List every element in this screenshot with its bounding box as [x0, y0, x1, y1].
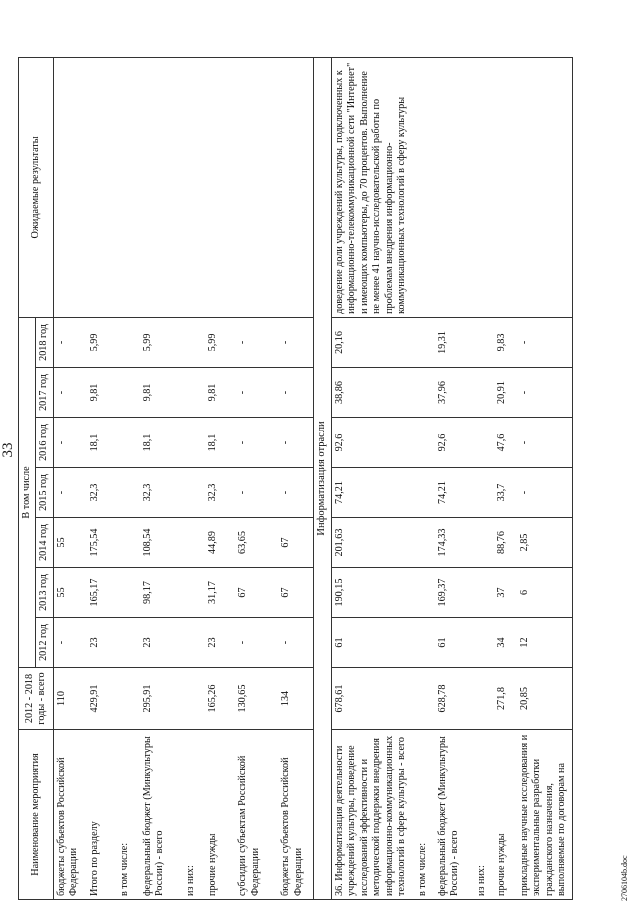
- row-value-2017: 9,81: [140, 368, 183, 418]
- row-value-2015: [117, 468, 139, 518]
- row-value-2015: [415, 468, 435, 518]
- row-value-2017: [183, 368, 205, 418]
- row-name: в том числе:: [415, 730, 435, 900]
- row-total: [415, 668, 435, 730]
- table-row: [331, 57, 414, 899]
- file-stamp: 2706104b.doc: [620, 855, 629, 901]
- row-value-2012: [415, 618, 435, 668]
- row-value-2016: [183, 418, 205, 468]
- row-total: 678,61: [331, 668, 414, 730]
- row-value-2013: 67: [278, 568, 313, 618]
- row-name: Итого по разделу: [87, 730, 117, 900]
- table-row: [205, 57, 235, 899]
- row-value-2015: -: [53, 468, 86, 518]
- row-value-2018: 5,99: [140, 317, 183, 367]
- row-value-2014: 201,63: [331, 518, 414, 568]
- row-value-2018: 5,99: [205, 317, 235, 367]
- row-value-2015: -: [235, 468, 278, 518]
- row-value-2016: -: [53, 418, 86, 468]
- row-value-2015: 74,21: [435, 468, 474, 518]
- row-value-2013: 98,17: [140, 568, 183, 618]
- row-value-2014: 55: [53, 518, 86, 568]
- row-name: из них:: [474, 730, 494, 900]
- row-name: федеральный бюджет (Минкультуры России) - всего: [140, 730, 183, 900]
- row-total: 429,91: [87, 668, 117, 730]
- header-total: 2012 - 2018 годы - всего: [19, 668, 54, 730]
- header-year: 2013 год: [36, 568, 53, 618]
- row-value-2018: 20,16: [331, 317, 414, 367]
- row-value-2014: 88,76: [494, 518, 516, 568]
- row-total: 271,8: [494, 668, 516, 730]
- row-value-2014: 2,85: [517, 518, 573, 568]
- row-result: [435, 57, 474, 317]
- row-value-2015: 32,3: [205, 468, 235, 518]
- table-row: [235, 57, 278, 899]
- page-number: 33: [0, 442, 16, 458]
- table-body-top: [53, 57, 313, 899]
- row-name: 36. Информатизация деятельности учреждений культуры, проведение исследований эффективности и методической поддержки внедрения информационно-коммуникационных технологий в сфере культуры - всего: [331, 730, 414, 900]
- row-result: [87, 57, 117, 317]
- row-value-2017: -: [53, 368, 86, 418]
- row-value-2015: 32,3: [140, 468, 183, 518]
- header-year: 2015 год: [36, 468, 53, 518]
- header-year: 2012 год: [36, 618, 53, 668]
- row-name: прикладные научные исследования и экспериментальные разработки гражданского назначения, выполняемые по договорам на: [517, 730, 573, 900]
- section-heading: Информатизация отрасли: [314, 57, 332, 899]
- row-total: 134: [278, 668, 313, 730]
- row-result: [494, 57, 516, 317]
- row-value-2013: [183, 568, 205, 618]
- row-name: федеральный бюджет (Минкультуры России) - всего: [435, 730, 474, 900]
- row-value-2015: 33,7: [494, 468, 516, 518]
- row-value-2013: 165,17: [87, 568, 117, 618]
- row-result: доведение доли учреждений культуры, подключенных к информационно-телекоммуникационной сети "Интернет" и имеющих компьютеры, до 70 процентов. Выполнение не менее 41 научно-исследовательской работы по проблемам внедрения информационно-коммуникационных технологий в сферу культуры: [331, 57, 414, 317]
- row-value-2017: -: [235, 368, 278, 418]
- table-body-section: [314, 57, 332, 899]
- row-value-2018: [474, 317, 494, 367]
- row-value-2013: 67: [235, 568, 278, 618]
- row-total: 20,85: [517, 668, 573, 730]
- row-value-2016: 47,6: [494, 418, 516, 468]
- table-row: [435, 57, 474, 899]
- row-value-2017: [117, 368, 139, 418]
- budget-table: [18, 57, 573, 900]
- row-value-2012: [474, 618, 494, 668]
- row-value-2015: 74,21: [331, 468, 414, 518]
- row-name: из них:: [183, 730, 205, 900]
- row-value-2016: [117, 418, 139, 468]
- table-row: [494, 57, 516, 899]
- row-value-2014: 108,54: [140, 518, 183, 568]
- row-value-2017: [474, 368, 494, 418]
- header-including: В том числе: [19, 317, 36, 667]
- row-value-2016: [415, 418, 435, 468]
- row-value-2012: 12: [517, 618, 573, 668]
- header-year: 2017 год: [36, 368, 53, 418]
- row-value-2018: 5,99: [87, 317, 117, 367]
- row-value-2018: -: [235, 317, 278, 367]
- row-value-2013: 169,37: [435, 568, 474, 618]
- row-value-2012: 34: [494, 618, 516, 668]
- row-value-2016: [474, 418, 494, 468]
- row-name: бюджеты субъектов Российской Федерации: [53, 730, 86, 900]
- row-total: [183, 668, 205, 730]
- row-name: субсидии субъектам Российской Федерации: [235, 730, 278, 900]
- row-value-2018: [117, 317, 139, 367]
- row-total: 130,65: [235, 668, 278, 730]
- row-name: прочие нужды: [494, 730, 516, 900]
- table-header: [19, 57, 54, 899]
- header-year: 2016 год: [36, 418, 53, 468]
- row-result: [415, 57, 435, 317]
- row-value-2018: [415, 317, 435, 367]
- row-value-2012: -: [278, 618, 313, 668]
- row-value-2013: 6: [517, 568, 573, 618]
- row-value-2015: -: [278, 468, 313, 518]
- row-value-2014: [117, 518, 139, 568]
- row-result: [278, 57, 313, 317]
- row-result: [517, 57, 573, 317]
- row-value-2018: -: [517, 317, 573, 367]
- row-value-2017: 38,86: [331, 368, 414, 418]
- row-value-2016: -: [517, 418, 573, 468]
- row-value-2012: -: [235, 618, 278, 668]
- row-value-2015: [474, 468, 494, 518]
- table-row: [474, 57, 494, 899]
- table-row: [415, 57, 435, 899]
- row-value-2018: 19,31: [435, 317, 474, 367]
- row-result: [53, 57, 86, 317]
- row-value-2016: 18,1: [87, 418, 117, 468]
- row-value-2014: 175,54: [87, 518, 117, 568]
- row-value-2012: 23: [140, 618, 183, 668]
- row-result: [183, 57, 205, 317]
- row-value-2013: 190,15: [331, 568, 414, 618]
- row-result: [235, 57, 278, 317]
- row-value-2016: -: [278, 418, 313, 468]
- row-value-2016: 18,1: [205, 418, 235, 468]
- row-value-2014: 174,33: [435, 518, 474, 568]
- table-row: [53, 57, 86, 899]
- row-result: [474, 57, 494, 317]
- row-value-2014: [415, 518, 435, 568]
- table-row: [517, 57, 573, 899]
- row-result: [140, 57, 183, 317]
- row-name: бюджеты субъектов Российской Федерации: [278, 730, 313, 900]
- row-value-2013: [474, 568, 494, 618]
- row-value-2012: 61: [435, 618, 474, 668]
- row-total: 628,78: [435, 668, 474, 730]
- row-value-2014: [474, 518, 494, 568]
- row-value-2017: [415, 368, 435, 418]
- header-year: 2018 год: [36, 317, 53, 367]
- table-row: [278, 57, 313, 899]
- row-value-2015: 32,3: [87, 468, 117, 518]
- row-value-2017: -: [278, 368, 313, 418]
- row-value-2018: -: [53, 317, 86, 367]
- row-value-2018: [183, 317, 205, 367]
- row-value-2013: 31,17: [205, 568, 235, 618]
- row-value-2013: [117, 568, 139, 618]
- row-value-2017: -: [517, 368, 573, 418]
- row-name: в том числе:: [117, 730, 139, 900]
- row-value-2013: 55: [53, 568, 86, 618]
- row-value-2014: 44,89: [205, 518, 235, 568]
- row-value-2017: 37,96: [435, 368, 474, 418]
- row-total: [474, 668, 494, 730]
- row-value-2017: 9,81: [87, 368, 117, 418]
- row-value-2012: [183, 618, 205, 668]
- row-value-2013: 37: [494, 568, 516, 618]
- row-value-2012: 23: [87, 618, 117, 668]
- row-total: 295,91: [140, 668, 183, 730]
- row-value-2013: [415, 568, 435, 618]
- header-year: 2014 год: [36, 518, 53, 568]
- row-value-2018: -: [278, 317, 313, 367]
- header-results: Ожидаемые результаты: [19, 57, 54, 317]
- section-heading-row: [314, 57, 332, 899]
- row-total: 165,26: [205, 668, 235, 730]
- row-value-2012: [117, 618, 139, 668]
- row-value-2014: [183, 518, 205, 568]
- table-body-bottom: [331, 57, 573, 899]
- row-value-2016: 92,6: [331, 418, 414, 468]
- row-value-2014: 67: [278, 518, 313, 568]
- table-row: [87, 57, 117, 899]
- row-value-2017: 9,81: [205, 368, 235, 418]
- row-value-2012: 61: [331, 618, 414, 668]
- row-value-2016: 18,1: [140, 418, 183, 468]
- row-result: [117, 57, 139, 317]
- row-value-2018: 9,83: [494, 317, 516, 367]
- row-value-2015: -: [517, 468, 573, 518]
- row-value-2016: -: [235, 418, 278, 468]
- table-row: [183, 57, 205, 899]
- row-value-2016: 92,6: [435, 418, 474, 468]
- row-total: 110: [53, 668, 86, 730]
- row-total: [117, 668, 139, 730]
- table-row: [140, 57, 183, 899]
- row-value-2017: 20,91: [494, 368, 516, 418]
- header-event-name: Наименование мероприятия: [19, 730, 54, 900]
- row-name: прочие нужды: [205, 730, 235, 900]
- table-row: [117, 57, 139, 899]
- row-value-2012: -: [53, 618, 86, 668]
- row-result: [205, 57, 235, 317]
- row-value-2014: 63,65: [235, 518, 278, 568]
- row-value-2015: [183, 468, 205, 518]
- row-value-2012: 23: [205, 618, 235, 668]
